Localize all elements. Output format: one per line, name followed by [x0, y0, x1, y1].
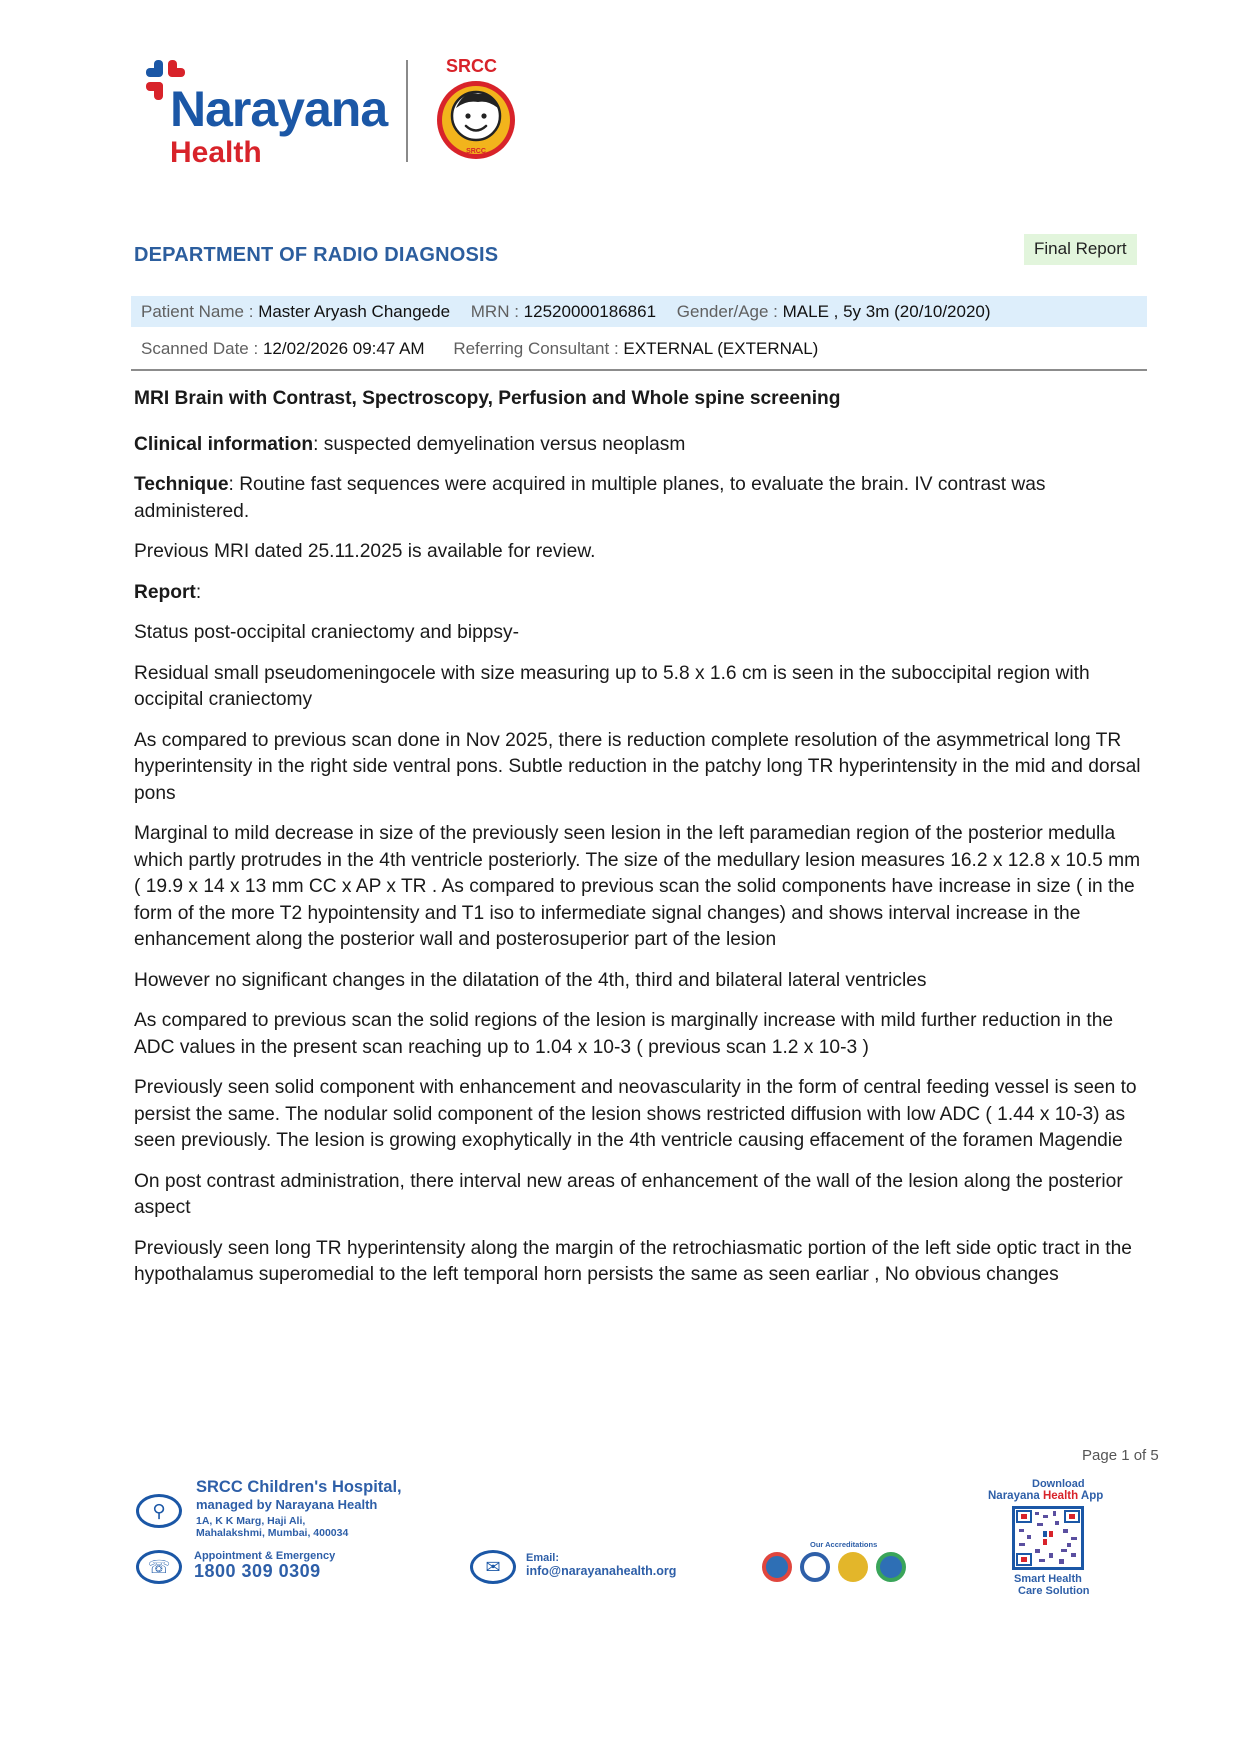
- svg-text:SRCC: SRCC: [466, 148, 486, 155]
- nabl-seal-icon: [800, 1552, 830, 1582]
- report-body: [134, 386, 1144, 1303]
- email-address[interactable]: info@narayanahealth.org: [526, 1564, 677, 1578]
- scanned-date-label: Scanned Date :: [141, 339, 259, 358]
- logo-divider: [406, 60, 408, 162]
- patient-name-label: Patient Name :: [141, 302, 254, 321]
- finding-paragraph: Residual small pseudomeningocele with size measuring up to 5.8 x 1.6 cm is seen in the suboccipital region with occipital craniectomy: [134, 662, 1090, 710]
- nabh-seal-icon: [762, 1552, 792, 1582]
- green-seal-icon: [876, 1552, 906, 1582]
- clinical-label: Clinical information: [134, 433, 314, 455]
- narayana-health-logo: [140, 56, 390, 169]
- technique-text: : Routine fast sequences were acquired in multiple planes, to evaluate the brain. IV contrast was administered.: [134, 474, 1046, 522]
- study-title: MRI Brain with Contrast, Spectroscopy, Perfusion and Whole spine screening: [134, 388, 841, 409]
- finding-paragraph: Status post-occipital craniectomy and bippsy-: [134, 622, 519, 643]
- brand-sub: Health: [170, 136, 262, 169]
- srcc-label: SRCC: [446, 56, 498, 76]
- referring-label: Referring Consultant :: [453, 339, 619, 358]
- report-heading: Report:: [134, 581, 202, 603]
- hospital-address: 1A, K K Marg, Haji Ali, Mahalakshmi, Mumbai, 400034: [196, 1515, 349, 1539]
- finding-paragraph: Previously seen long TR hyperintensity along the margin of the retrochiasmatic portion of the left side optic tract in the hypothalamus superomedial to the left temporal horn persists the same as seen earliar , No obvious changes: [134, 1237, 1132, 1285]
- gold-seal-icon: [838, 1552, 868, 1582]
- appointment-label: Appointment & Emergency: [194, 1550, 336, 1562]
- finding-paragraph: As compared to previous scan done in Nov 2025, there is reduction complete resolution of the asymmetrical long TR hyperintensity in the right side ventral pons. Subtle reduction in the patchy long TR hyperintensity in the mid and dorsal pons: [134, 729, 1141, 804]
- accreditations-label: Our Accreditations: [810, 1540, 878, 1549]
- finding-paragraph: Marginal to mild decrease in size of the previously seen lesion in the left paramedian region of the posterior medulla which partly protrudes in the 4th ventricle posteriorly. The size of the medullary lesion measures 16.2 x 12.8 x 10.5 mm ( 19.9 x 14 x 13 mm CC x AP x TR . As compared to previous scan the solid components have increase in size ( in the form of the more T2 hypointensity and T1 iso to infermediate signal changes) and shows interval increase in the enhancement along the posterior wall and posterosuperior part of the lesion: [134, 823, 1141, 950]
- referring-value: EXTERNAL (EXTERNAL): [623, 339, 819, 358]
- qr-code-icon: [1015, 1509, 1081, 1567]
- technique-label: Technique: [134, 474, 229, 495]
- gender-age-label: Gender/Age :: [676, 302, 778, 321]
- download-label: Download: [1032, 1478, 1085, 1490]
- app-name: Narayana Health App: [988, 1490, 1104, 1502]
- header-divider: [131, 369, 1147, 371]
- email-label: Email:: [526, 1552, 560, 1564]
- email-envelope-icon: ✉: [470, 1550, 516, 1584]
- finding-paragraph: On post contrast administration, there interval new areas of enhancement of the wall of the lesion along the posterior aspect: [134, 1170, 1123, 1218]
- qr-code[interactable]: [1012, 1506, 1084, 1570]
- technique: [134, 472, 1144, 525]
- clinical-text: : suspected demyelination versus neoplasm: [313, 433, 686, 455]
- app-tagline-1: Smart Health: [1014, 1573, 1082, 1585]
- scan-info-row: [141, 339, 818, 359]
- finding-paragraph: However no significant changes in the dilatation of the 4th, third and bilateral lateral ventricles: [134, 969, 927, 991]
- hospital-managed-by: managed by Narayana Health: [196, 1497, 378, 1512]
- gender-age-value: MALE , 5y 3m (20/10/2020): [782, 302, 991, 321]
- appointment-number[interactable]: 1800 309 0309: [194, 1561, 321, 1581]
- page-number: Page 1 of 5: [1082, 1447, 1159, 1464]
- report-label: Report: [134, 581, 196, 603]
- phone-icon: ☏: [136, 1550, 182, 1584]
- scanned-date-value: 12/02/2026 09:47 AM: [262, 339, 425, 358]
- clinical-information: [134, 432, 1144, 459]
- previous-mri: Previous MRI dated 25.11.2025 is available for review.: [134, 541, 596, 562]
- finding-paragraph: Previously seen solid component with enhancement and neovascularity in the form of central feeding vessel is seen to persist the same. The nodular solid component of the lesion shows restricted diffusion with low ADC ( 1.44 x 10-3) as seen previously. The lesion is growing exophytically in the 4th ventricle causing effacement of the foramen Magendie: [134, 1077, 1137, 1151]
- patient-info-row: [141, 302, 991, 322]
- mrn-label: MRN :: [470, 302, 519, 321]
- brand-name: Narayana: [170, 81, 388, 137]
- hospital-name: SRCC Children's Hospital,: [196, 1478, 402, 1496]
- mrn-value: 12520000186861: [523, 302, 657, 321]
- department-title: DEPARTMENT OF RADIO DIAGNOSIS: [134, 244, 499, 266]
- app-tagline-2: Care Solution: [1018, 1585, 1090, 1597]
- final-report-badge: Final Report: [1024, 234, 1137, 265]
- finding-paragraph: As compared to previous scan the solid regions of the lesion is marginally increase with mild further reduction in the ADC values in the present scan reaching up to 1.04 x 10-3 ( previous scan 1.2 x 10-3 ): [134, 1010, 1114, 1058]
- srcc-child-face-icon: [434, 78, 518, 162]
- location-pin-icon: ⚲: [136, 1494, 182, 1528]
- patient-name: Master Aryash Changede: [258, 302, 451, 321]
